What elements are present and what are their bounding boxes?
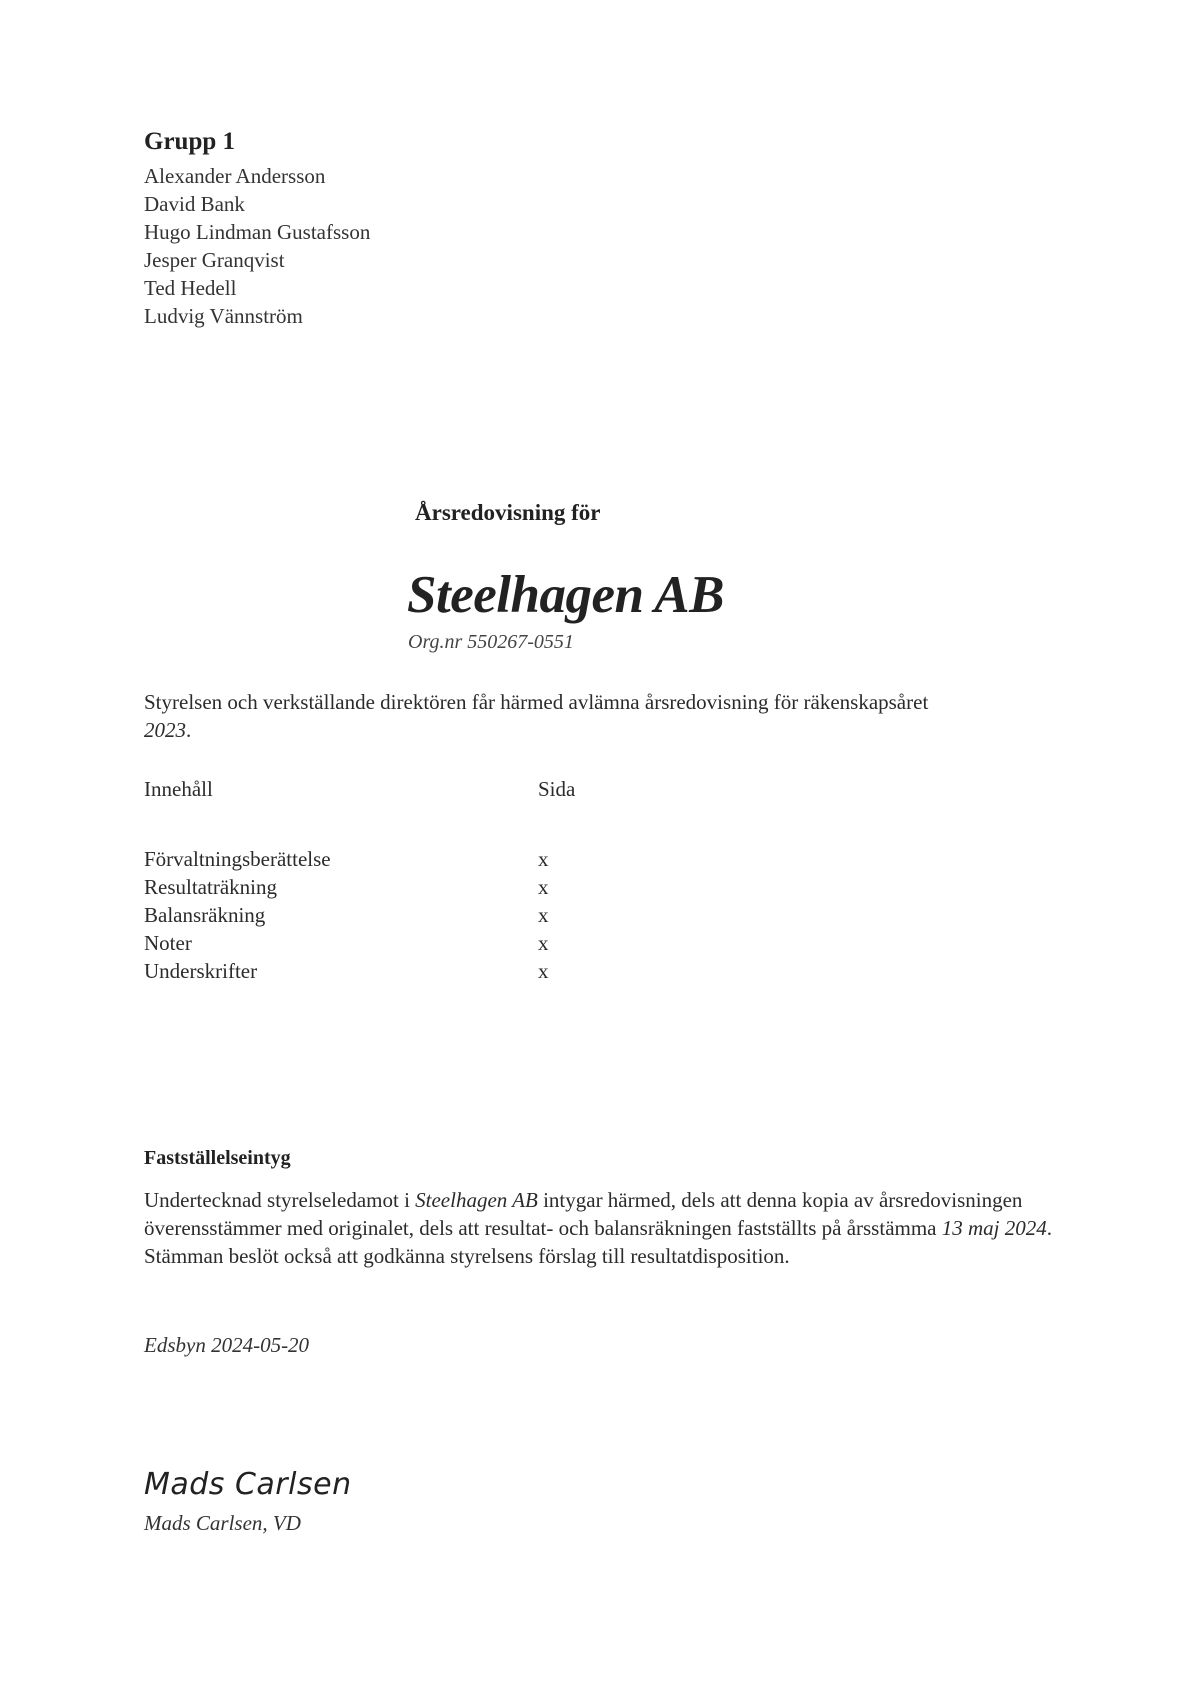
report-title: Årsredovisning för: [415, 500, 601, 525]
member-name: Hugo Lindman Gustafsson: [144, 220, 371, 244]
org-number: Org.nr 550267-0551: [408, 631, 574, 653]
certificate-text: intygar härmed, dels att denna kopia av årsredovisningen överensstämmer med originalet, dels att resultat- och balansräkningen fastställts på årsstämma: [144, 1188, 1023, 1240]
toc-item: [144, 873, 604, 901]
certificate-text: . Stämman beslöt också att godkänna styrelsens förslag till resultatdisposition.: [144, 1216, 1053, 1268]
intro-end: .: [186, 718, 192, 742]
member-name: Ted Hedell: [144, 276, 237, 300]
member-name: David Bank: [144, 192, 245, 216]
handwritten-signature: Mads Carlsen: [144, 1467, 352, 1502]
toc-item-page: x: [538, 847, 549, 871]
company-name: Steelhagen AB: [407, 566, 724, 624]
fiscal-year: 2023: [144, 718, 186, 742]
toc-item: [144, 901, 604, 929]
toc-item-page: x: [538, 903, 549, 927]
toc-item-page: x: [538, 959, 549, 983]
table-of-contents: [144, 845, 604, 985]
toc-header-label: Innehåll: [144, 777, 213, 801]
member-name: Jesper Granqvist: [144, 248, 285, 272]
place-date: Edsbyn 2024-05-20: [144, 1333, 310, 1357]
toc-item-label: Underskrifter: [144, 959, 258, 983]
certificate-date: 13 maj 2024: [941, 1216, 1047, 1240]
certificate-company: Steelhagen AB: [415, 1188, 538, 1212]
toc-item: [144, 929, 604, 957]
toc-item-label: Resultaträkning: [144, 875, 277, 899]
toc-item-page: x: [538, 931, 549, 955]
group-title: Grupp 1: [144, 128, 236, 155]
member-name: Alexander Andersson: [144, 164, 326, 188]
member-name: Ludvig Vännström: [144, 304, 303, 328]
certificate-body: [144, 1186, 1074, 1270]
toc-item: [144, 845, 604, 873]
certificate-text: Undertecknad styrelseledamot i: [144, 1188, 416, 1212]
member-list: [144, 162, 370, 330]
toc-item-label: Noter: [144, 931, 192, 955]
signature-caption: Mads Carlsen, VD: [144, 1511, 301, 1535]
certificate-heading: Fastställelseintyg: [144, 1147, 291, 1169]
toc-header-page: Sida: [538, 777, 576, 801]
intro-text: Styrelsen och verkställande direktören får härmed avlämna årsredovisning för räkenskapsåret: [144, 690, 929, 714]
toc-item-page: x: [538, 875, 549, 899]
toc-item: [144, 957, 604, 985]
toc-item-label: Balansräkning: [144, 903, 266, 927]
toc-item-label: Förvaltningsberättelse: [144, 847, 331, 871]
intro-paragraph: [144, 688, 1074, 744]
